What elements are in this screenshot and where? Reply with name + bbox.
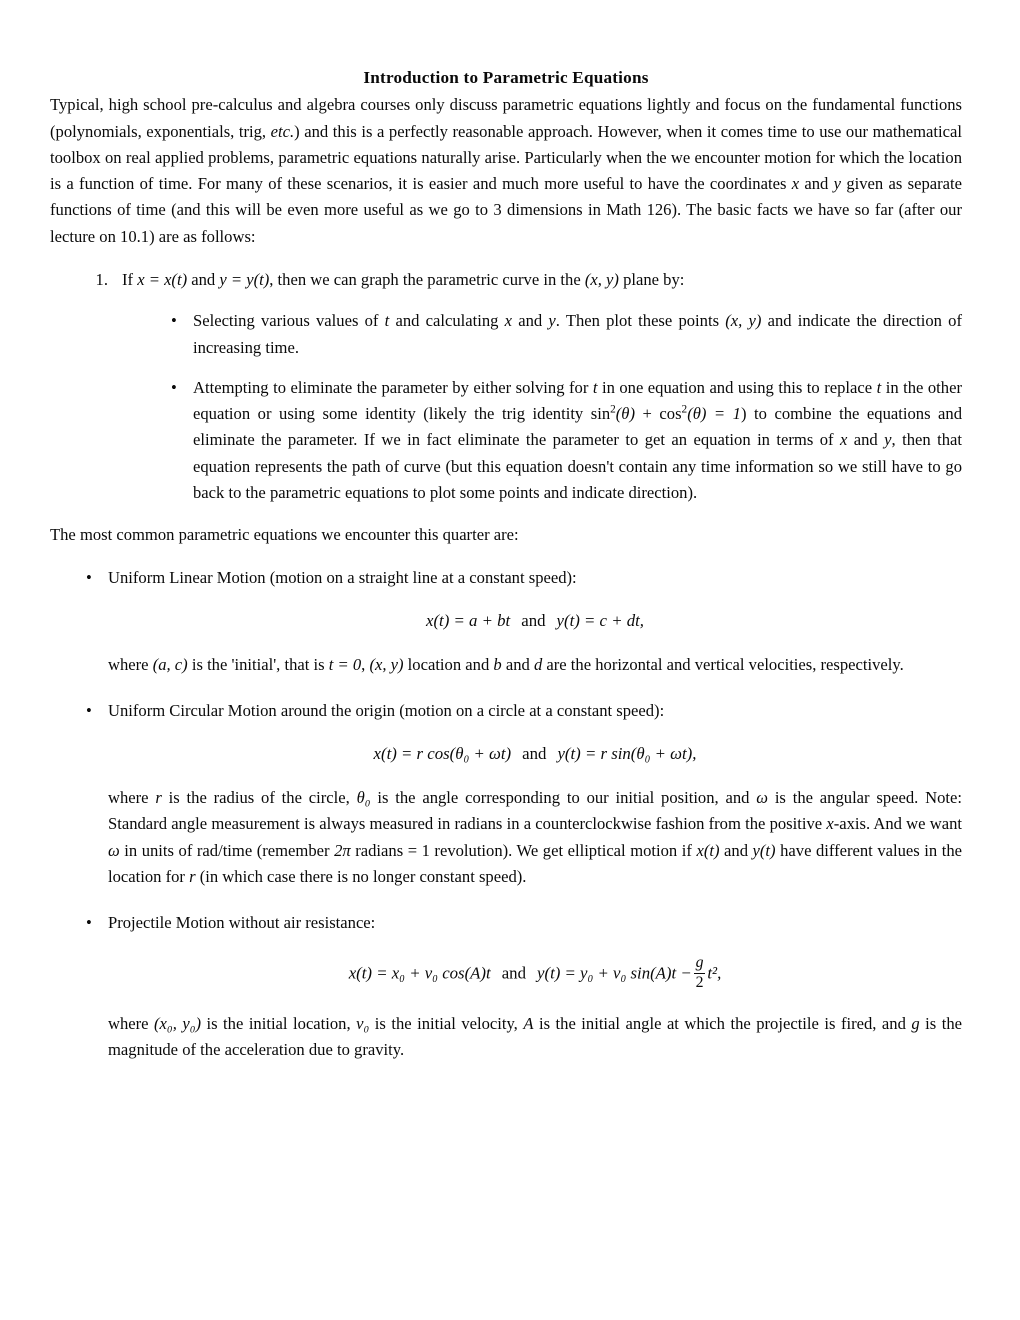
nc-text-b: is the radius of the circle, (161, 787, 357, 807)
enumerated-item-1 (74, 267, 962, 506)
note-projectile (108, 1011, 962, 1064)
nb2-var-y: y (884, 430, 892, 450)
nb1-var-x: x (504, 311, 513, 331)
nb2-text-f: and (847, 430, 885, 450)
nb1-text-e: and indicate the direction of increasing time. (193, 311, 962, 357)
nl-text-f: are the horizontal and vertical velocities, respectively. (542, 654, 904, 674)
eq-projectile-conj: and (501, 963, 526, 983)
np-var-g: g (911, 1013, 920, 1033)
np-text-b: is the initial location, (201, 1013, 357, 1033)
nc-y-of-t: y(t) (752, 840, 776, 860)
motion-heading-projectile: Projectile Motion without air resistance: (108, 913, 376, 933)
page-title: Introduction to Parametric Equations (363, 68, 649, 87)
nc-text-c: is the angle corresponding to our initial position, and (370, 787, 757, 807)
nc-omega-2: ω (108, 840, 120, 860)
document-body (50, 66, 962, 1063)
nb1-var-t: t (384, 311, 390, 331)
eq-projectile-tail: t², (707, 963, 722, 983)
nb1-xy-pair: (x, y) (725, 311, 762, 331)
motion-item-projectile (82, 910, 962, 1063)
equation-uniform-circular (108, 743, 962, 766)
bullet-glyph-icon: • (86, 700, 92, 720)
nb1-text-b: and calculating (389, 311, 505, 331)
nc-text-h: and (719, 840, 753, 860)
item1-text-d: plane by: (618, 270, 685, 289)
enumerated-list (50, 267, 962, 506)
eq-circular-x: x(t) = r cos(θ₀ + ωt) (373, 744, 512, 764)
list-spacer (82, 678, 962, 698)
item1-equation-y: y = y(t) (219, 270, 270, 289)
np-text-c: is the initial velocity, (369, 1013, 524, 1033)
nl-pair-xy: (x, y) (369, 654, 404, 674)
bullet-glyph-icon: • (86, 567, 92, 587)
nb2-text-a: Attempting to eliminate the parameter by either solving for (193, 377, 593, 397)
eq-linear-y: y(t) = c + dt, (556, 610, 644, 630)
nc-var-r: r (155, 787, 162, 807)
nested-bullet-2 (167, 375, 962, 506)
nl-pair-ac: (a, c) (152, 654, 188, 674)
nested-bullet-1 (167, 308, 962, 361)
item1-text-a: If (122, 270, 138, 289)
nb2-text-e: ) to combine the equations and eliminate the parameter. If we in fact eliminate the parameter to get an equation in terms of (193, 404, 963, 450)
np-text-a: where (108, 1013, 155, 1033)
item1-equation-x: x = x(t) (137, 270, 188, 289)
np-var-A: A (523, 1013, 534, 1033)
intro-etc-italic: etc. (270, 121, 295, 141)
nb2-text-c: in the other equation or using some identity (likely the trig identity (193, 377, 962, 424)
fraction-g-over-2 (694, 955, 706, 991)
nc-text-f: in units of rad/time (remember (119, 840, 335, 860)
eq-projectile-y: y(t) = y₀ + v₀ sin(A)t − (537, 963, 692, 983)
nb2-sin-argument: (θ) (615, 404, 635, 424)
np-text-d: is the initial angle at which the projectile is fired, and (533, 1013, 912, 1033)
nb2-cos-exponent: 2 (681, 403, 688, 416)
nb2-sin-exponent: 2 (610, 403, 616, 416)
nb2-var-t1: t (592, 377, 598, 397)
equation-uniform-linear (108, 610, 962, 633)
equation-projectile (108, 955, 962, 991)
nb2-cos-function: cos (659, 404, 682, 424)
nc-var-r-2: r (189, 866, 196, 886)
intro-text-part-2: ) and this is a perfectly reasonable approach. However, when it comes time to use our mathematical toolbox on real applied problems, parametric equations naturally arise. Particularly when the we encounter motion for which the location is a function of time. For many of these scenarios, it is easier and much more useful to have the coordinates (50, 121, 962, 194)
intro-var-x: x (791, 174, 800, 194)
list-spacer (82, 890, 962, 910)
note-uniform-linear (108, 652, 962, 678)
fraction-denominator: 2 (695, 974, 704, 992)
nc-var-x: x (826, 814, 834, 834)
intro-paragraph (50, 92, 962, 250)
motion-item-uniform-circular (82, 698, 962, 890)
intro-text-part-3: and (799, 174, 834, 194)
nb2-var-t2: t (876, 377, 882, 397)
nl-text-a: where (108, 654, 153, 674)
motion-item-uniform-linear (82, 565, 962, 678)
nb2-text-g: , then that equation represents the path of curve (but this equation doesn't contain any time information so we still have to go back to the parametric equations to plot some points and indicate direction). (193, 430, 962, 503)
nb2-cos-argument: (θ) = 1 (687, 404, 741, 424)
nb1-var-y: y (548, 311, 556, 331)
nc-omega: ω (756, 787, 768, 807)
motion-heading-linear: Uniform Linear Motion (motion on a straight line at a constant speed): (108, 567, 577, 587)
motion-types-list (50, 565, 962, 1064)
item1-xy-pair: (x, y) (584, 270, 619, 289)
nb2-text-d: + (634, 404, 660, 424)
nl-text-e: and (501, 654, 534, 674)
np-pair-x0y0: (x₀, y₀) (154, 1013, 201, 1033)
intro-var-y: y (833, 174, 842, 194)
eq-projectile-x: x(t) = x₀ + v₀ cos(A)t (348, 963, 491, 983)
eq-circular-conj: and (522, 744, 547, 764)
nc-theta-zero: θ₀ (356, 787, 371, 807)
nl-text-d: location and (403, 654, 494, 674)
nl-text-c: , (361, 654, 370, 674)
bullet-glyph-icon: • (86, 913, 92, 933)
nc-text-a: where (108, 787, 156, 807)
nb1-text-a: Selecting various values of (193, 311, 385, 331)
lead-in-paragraph: The most common parametric equations we encounter this quarter are: (50, 525, 519, 545)
nl-var-d: d (533, 654, 543, 674)
intro-text-part-1: Typical, high school pre-calculus and algebra courses only discuss parametric equations lightly and focus on the fundamental functions (polynomials, exponentials, trig, (50, 95, 962, 141)
nc-x-of-t: x(t) (696, 840, 720, 860)
nl-text-b: is the 'initial', that is (187, 654, 329, 674)
eq-linear-x: x(t) = a + bt (426, 610, 511, 630)
nl-t-zero: t = 0 (328, 654, 362, 674)
nc-text-j: (in which case there is no longer constant speed). (195, 866, 527, 886)
note-uniform-circular (108, 785, 962, 890)
bullet-glyph-icon: • (171, 377, 177, 397)
nl-var-b: b (493, 654, 502, 674)
enumerated-marker: 1. (95, 270, 108, 289)
eq-linear-conj: and (521, 610, 546, 630)
bullet-glyph-icon: • (171, 311, 177, 331)
nb1-text-d: . Then plot these points (555, 311, 726, 331)
nb2-text-b: in one equation and using this to replace (597, 377, 877, 397)
fraction-numerator: g (694, 955, 706, 974)
motion-heading-circular: Uniform Circular Motion around the origin (motion on a circle at a constant speed): (108, 700, 665, 720)
nb1-text-c: and (512, 311, 549, 331)
nc-two-pi: 2π (334, 840, 351, 860)
np-v-zero: v₀ (356, 1013, 370, 1033)
eq-circular-y: y(t) = r sin(θ₀ + ωt), (557, 744, 697, 764)
np-text-e: is the magnitude of the acceleration due to gravity. (108, 1013, 963, 1060)
intro-text-part-4: given as separate functions of time (and this will be even more useful as we go to 3 dimensions in Math 126). The basic facts we have so far (after our lecture on 10.1) are as follows: (50, 174, 962, 246)
nc-text-d: is the angular speed. Note: Standard angle measurement is always measured in radians in a counterclockwise fashion from the positive (108, 787, 963, 834)
nested-bullet-list (122, 308, 962, 506)
item1-text-c: , then we can graph the parametric curve in the (269, 270, 585, 289)
nc-text-g: radians = 1 revolution). We get elliptical motion if (350, 840, 697, 860)
nb2-var-x: x (839, 430, 848, 450)
item1-text-b: and (187, 270, 220, 289)
nb2-sin-function: sin (590, 404, 611, 424)
nc-text-i: have different values in the location for (108, 840, 962, 886)
nc-text-e: -axis. And we want (833, 814, 962, 834)
